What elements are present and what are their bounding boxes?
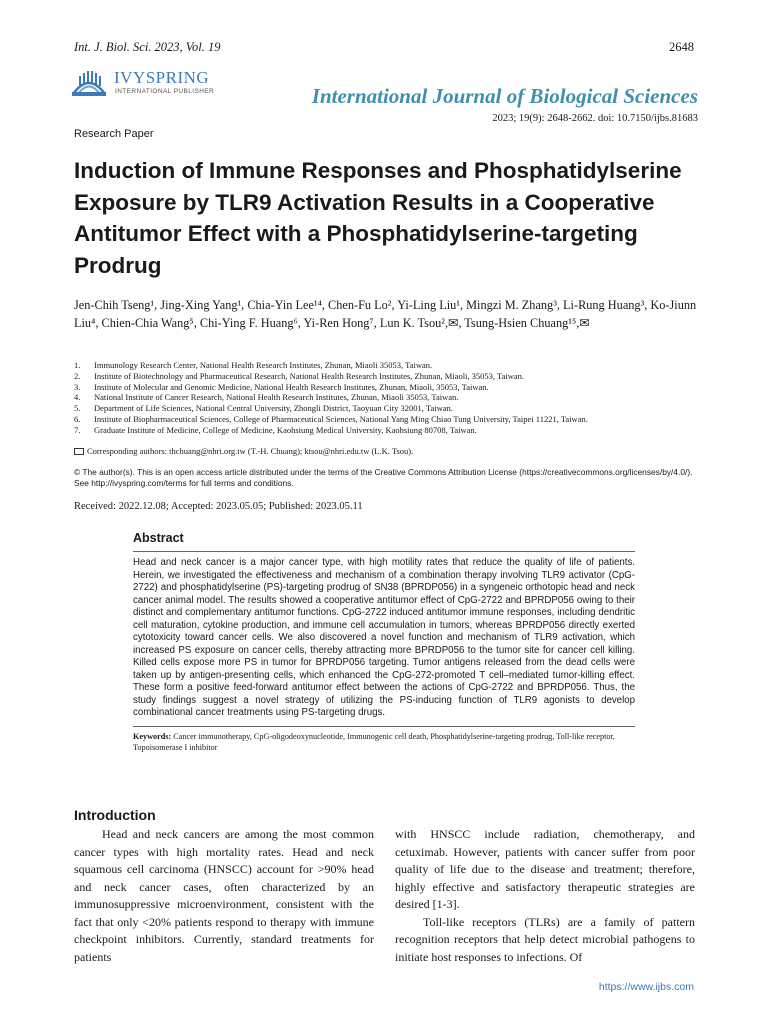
introduction-heading: Introduction bbox=[74, 807, 156, 823]
affiliation-item: 4. National Institute of Cancer Research, National Health Research Institutes, Zhunan, Miaoli 35053, Taiwan. bbox=[74, 392, 459, 403]
abstract-box bbox=[133, 531, 635, 753]
license-notice: © The author(s). This is an open access article distributed under the terms of the Creative Commons Attribution License (https://creativecommons.org/licenses/by/4.0/). See http://ivyspring.com/terms for full terms and conditions. bbox=[74, 467, 693, 488]
running-title: Int. J. Biol. Sci. 2023, Vol. 19 bbox=[74, 40, 221, 54]
journal-name[interactable]: International Journal of Biological Sciences bbox=[311, 84, 698, 108]
page-number: 2648 bbox=[669, 40, 694, 54]
paragraph: Toll-like receptors (TLRs) are a family of pattern recognition receptors that help detect microbial pathogens to initiate host responses to infections. Of bbox=[395, 914, 695, 964]
affiliation-item: 1. Immunology Research Center, National Health Research Institutes, Zhunan, Miaoli 35053, Taiwan. bbox=[74, 360, 433, 370]
keywords-label: Keywords: bbox=[133, 731, 172, 741]
corresponding-authors bbox=[74, 446, 714, 456]
running-head bbox=[74, 40, 694, 56]
corresponding-text[interactable]: Corresponding authors: thchuang@nhri.org.tw (T.-H. Chuang); ktsou@nhri.edu.tw (L.K. Tsou). bbox=[87, 446, 414, 456]
citation: 2023; 19(9): 2648-2662. doi: 10.7150/ijbs.81683 bbox=[492, 113, 698, 124]
publisher-subtitle: INTERNATIONAL PUBLISHER bbox=[115, 88, 215, 95]
abstract-heading: Abstract bbox=[133, 531, 635, 552]
publication-dates: Received: 2022.12.08; Accepted: 2023.05.05; Published: 2023.05.11 bbox=[74, 501, 363, 512]
abstract-text: Head and neck cancer is a major cancer type, with high motility rates that reduce the quality of life of patients. Herein, we investigated the effectiveness and mechanism of a combination therapy involving TLR9 activator (CpG-2722) and phosphatidylserine (PS)-targeting prodrug of SN38 (BPRDP056) in a syngeneic orthotopic head and neck cancer animal model. The results showed a cooperative antitumor effect of CpG-2722 and BPRDP056 owing to their distinct and complementary antitumor functions. CpG-2722 induced antitumor immune responses, including dendritic cell maturation, cytokine production, and immune cell accumulation in tumors, whereas BPRDP056 directly exerted cytotoxicity toward cancer cells. We also discovered a novel function and mechanism of TLR9 activation, which increased PS exposure on cancer cells, thereby attracting more BPRDP056 to the tumor site for cancer cell killing. Killed cells expose more PS in tumor for BPRDP056 targeting. Tumor antigens released from the dead cells were taken up by antigen-presenting cells, which enhanced the CpG-272-promoted T cell–mediated tumor-killing effect. These form a positive feed-forward antitumor effect between the actions of CpG-2722 and BPRDP056. Thus, the study findings suggest a novel strategy of utilizing the PS-inducing function of TLR9 agonists to develop combinational cancer treatments using PS-targeting drugs. bbox=[133, 552, 635, 727]
affiliation-item: 3. Institute of Molecular and Genomic Medicine, National Health Research Institutes, Zhunan, Miaoli, 35053, Taiwan. bbox=[74, 381, 489, 392]
ivyspring-logo-icon bbox=[70, 70, 108, 98]
affiliation-list bbox=[74, 360, 704, 436]
body-column-left bbox=[74, 826, 374, 966]
publisher-logo[interactable] bbox=[70, 66, 230, 102]
envelope-icon bbox=[74, 448, 84, 455]
paragraph: Head and neck cancers are among the most common cancer types with high mortality rates. Head and neck squamous cell carcinoma (HNSCC) account for >90% head and neck cancer cases, often characterized by an immunosuppressive microenvironment, consistent with the fact that only <20% patients respond to therapy with immune checkpoint inhibitors. Currently, standard treatments for patients bbox=[74, 827, 374, 964]
affiliation-item: 6. Institute of Biopharmaceutical Sciences, College of Pharmaceutical Sciences, National Yang Ming Chiao Tung University, Taipei 11221, Taiwan. bbox=[74, 413, 588, 424]
author-list: Jen-Chih Tseng¹, Jing-Xing Yang¹, Chia-Yin Lee¹⁴, Chen-Fu Lo², Yi-Ling Liu¹, Mingzi M. Zhang³, Li-Rung Huang³, Ko-Jiunn Liu⁴, Chien-Chia Wang⁵, Chi-Ying F. Huang⁶, Yi-Ren Hong⁷, Lun K. Tsou²,✉, Tsung-Hsien Chuang¹⁵,✉ bbox=[74, 298, 697, 330]
affiliation-item: 7. Graduate Institute of Medicine, College of Medicine, Kaohsiung Medical University, Kaohsiung 80708, Taiwan. bbox=[74, 424, 477, 435]
paper-title: Induction of Immune Responses and Phosphatidylserine Exposure by TLR9 Activation Results in a Cooperative Antitumor Effect with a Phosphatidylserine-targeting Prodrug bbox=[74, 158, 682, 278]
footer-url[interactable]: https://www.ijbs.com bbox=[598, 981, 694, 993]
paragraph: with HNSCC include radiation, chemotherapy, and cetuximab. However, patients with cancer suffer from poor quality of life due to the disease and treatment; therefore, highly effective and satisfactory therapeutic strategies are desired [1-3]. bbox=[395, 827, 695, 911]
body-column-right bbox=[395, 826, 695, 966]
publisher-name: IVYSPRING bbox=[114, 68, 210, 87]
keywords bbox=[133, 727, 635, 753]
affiliation-item: 5. Department of Life Sciences, National Central University, Zhongli District, Taoyuan City 32001, Taiwan. bbox=[74, 403, 453, 414]
affiliation-item: 2. Institute of Biotechnology and Pharmaceutical Research, National Health Research Institutes, Zhunan, Miaoli, 35053, Taiwan. bbox=[74, 370, 525, 381]
paper-type: Research Paper bbox=[74, 128, 154, 140]
keywords-text: Cancer immunotherapy, CpG-oligodeoxynucleotide, Immunogenic cell death, Phosphatidylserine-targeting prodrug, Toll-like receptor, Topoisomerase I inhibitor bbox=[133, 731, 615, 752]
